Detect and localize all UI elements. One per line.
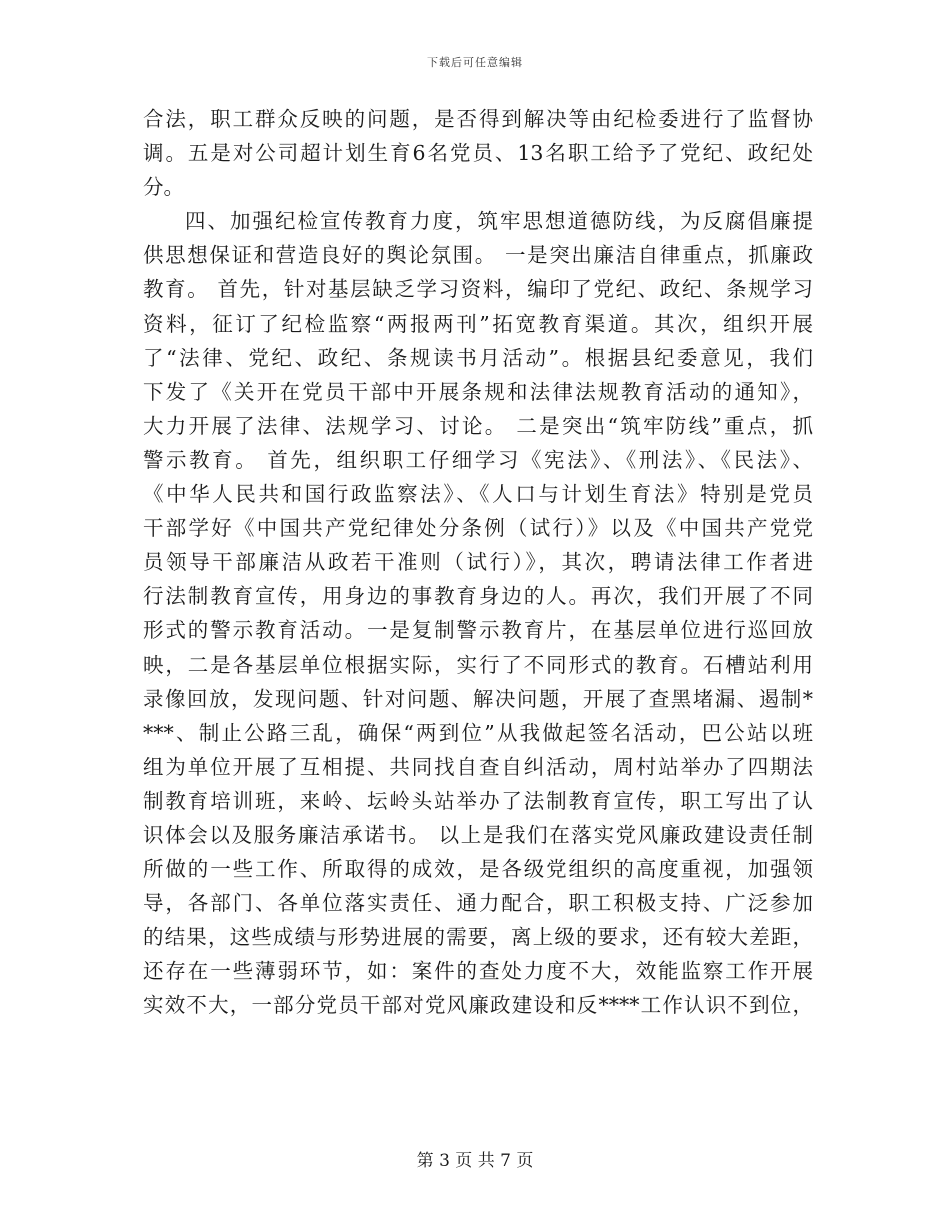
text-line: 教育。 首先，针对基层缺乏学习资料，编印了党纪、政纪、条规学习 [143,277,813,302]
text-line: 大力开展了法律、法规学习、讨论。 二是突出“筑牢防线”重点，抓 [143,413,813,438]
text-line: 所做的一些工作、所取得的成效，是各级党组织的高度重视，加强领 [143,857,813,882]
text-line: 行法制教育宣传，用身边的事教育身边的人。再次，我们开展了不同 [143,584,813,609]
text-line: 员领导干部廉洁从政若干准则（试行）》，其次，聘请法律工作者进 [143,550,813,575]
text-line: 映，二是各基层单位根据实际，实行了不同形式的教育。石槽站利用 [143,652,813,677]
text-line: 合法，职工群众反映的问题，是否得到解决等由纪检委进行了监督协 [143,107,813,131]
text-line: 的结果，这些成绩与形势进展的需要，离上级的要求，还有较大差距， [143,925,813,950]
text-line: 录像回放，发现问题、针对问题、解决问题，开展了查黑堵漏、遏制* [143,686,813,711]
text-line: 供思想保证和营造良好的舆论氛围。 一是突出廉洁自律重点，抓廉政 [143,243,813,268]
text-line: 分。 [143,175,184,200]
text-line: 下发了《关开在党员干部中开展条规和法律法规教育活动的通知》， [143,379,813,404]
document-body [143,102,813,1023]
text-line: 识体会以及服务廉洁承诺书。 以上是我们在落实党风廉政建设责任制 [143,822,813,847]
text-line: 《中华人民共和国行政监察法》、《人口与计划生育法》特别是党员 [143,482,813,507]
text-line: 组为单位开展了互相提、共同找自查自纠活动，周村站举办了四期法 [143,754,813,779]
text-line: 调。五是对公司超计划生育6名党员、13名职工给予了党纪、政纪处 [143,141,813,166]
text-line: 形式的警示教育活动。一是复制警示教育片，在基层单位进行巡回放 [143,618,813,643]
text-line: ***、制止公路三乱，确保“两到位”从我做起签名活动，巴公站以班 [143,720,813,745]
text-line: 实效不大，一部分党员干部对党风廉政建设和反****工作认识不到位， [143,993,813,1018]
paragraph-start-line: 四、加强纪检宣传教育力度，筑牢思想道德防线，为反腐倡廉提 [185,209,813,234]
text-line: 制教育培训班，来岭、坛岭头站举办了法制教育宣传，职工写出了认 [143,788,813,813]
text-line: 资料，征订了纪检监察“两报两刊”拓宽教育渠道。其次，组织开展 [143,311,813,336]
text-line: 还存在一些薄弱环节，如：案件的查处力度不大，效能监察工作开展 [143,959,813,984]
text-line: 警示教育。 首先，组织职工仔细学习《宪法》、《刑法》、《民法》、 [143,447,813,472]
page-header-note: 下载后可任意编辑 [427,56,523,69]
text-line: 干部学好《中国共产党纪律处分条例（试行）》以及《中国共产党党 [143,516,813,541]
page-number-footer: 第 3 页 共 7 页 [416,1151,534,1171]
text-line: 了“法律、党纪、政纪、条规读书月活动”。根据县纪委意见，我们 [143,345,813,370]
text-line: 导，各部门、各单位落实责任、通力配合，职工积极支持、广泛参加 [143,891,813,916]
